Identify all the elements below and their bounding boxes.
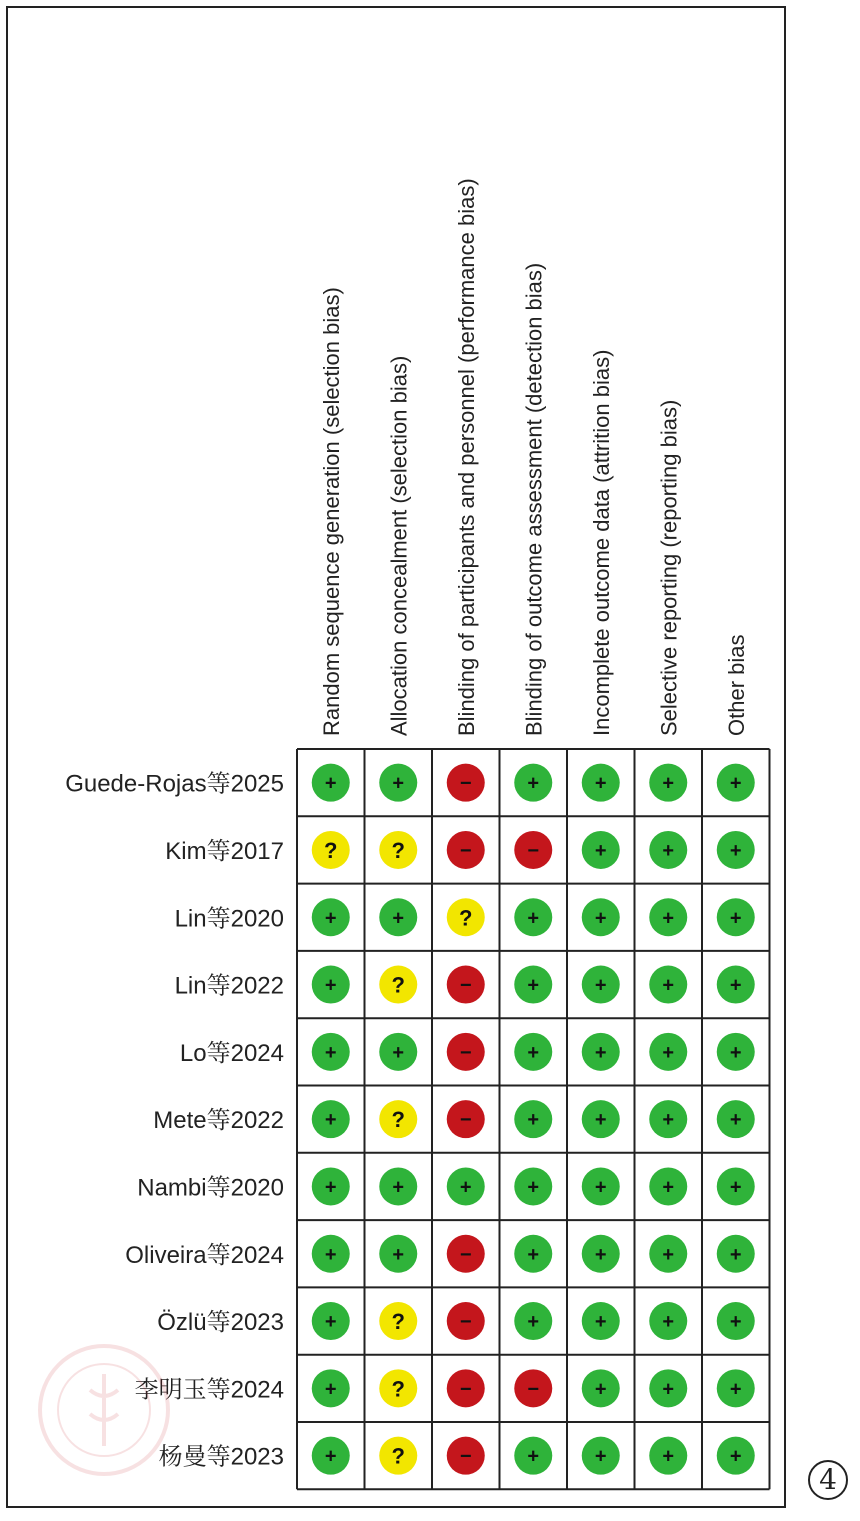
rating-low-mark	[312, 1369, 350, 1407]
rating-unclear-mark	[379, 1100, 417, 1138]
rating-symbol: −	[527, 839, 540, 862]
rating-symbol: +	[594, 1445, 607, 1468]
study-label: 杨曼等2023	[158, 1443, 284, 1471]
rating-symbol: +	[527, 974, 540, 997]
rating-symbol: +	[527, 1176, 540, 1199]
study-label: Mete等2022	[153, 1107, 284, 1135]
rating-symbol: +	[729, 1311, 742, 1334]
rating-symbol: +	[662, 1378, 675, 1401]
study-label: Lin等2022	[174, 972, 284, 1000]
rating-symbol: +	[662, 1445, 675, 1468]
rating-unclear-mark	[312, 831, 350, 869]
rating-symbol: +	[594, 1041, 607, 1064]
rating-symbol: +	[662, 1041, 675, 1064]
rating-symbol: +	[729, 1243, 742, 1266]
column-label: Other bias	[723, 634, 749, 736]
risk-of-bias-summary-chart	[8, 8, 788, 1510]
rating-high-mark	[447, 764, 485, 802]
rating-symbol: +	[662, 907, 675, 930]
rating-low-mark	[649, 1167, 687, 1205]
rating-low-mark	[312, 1235, 350, 1273]
rating-high-mark	[514, 831, 552, 869]
rating-low-mark	[312, 1302, 350, 1340]
rating-low-mark	[717, 1302, 755, 1340]
column-labels	[319, 178, 749, 736]
rating-low-mark	[717, 831, 755, 869]
rating-symbol: +	[729, 974, 742, 997]
figure-number-badge: 4	[808, 1460, 848, 1500]
rating-symbol: +	[324, 1378, 337, 1401]
study-label: Özlü等2023	[157, 1309, 284, 1337]
rating-low-mark	[312, 1100, 350, 1138]
rating-symbol: ?	[391, 1376, 405, 1402]
rating-symbol: +	[324, 1176, 337, 1199]
rating-symbol: −	[527, 1378, 540, 1401]
rating-symbol: +	[594, 772, 607, 795]
rating-symbol: +	[324, 772, 337, 795]
rating-symbol: +	[324, 1041, 337, 1064]
rating-low-mark	[582, 1167, 620, 1205]
rating-symbol: −	[459, 1378, 472, 1401]
rating-symbol: +	[324, 1445, 337, 1468]
rating-symbol: +	[594, 907, 607, 930]
rating-unclear-mark	[379, 1369, 417, 1407]
rating-low-mark	[312, 1033, 350, 1071]
rating-unclear-mark	[379, 831, 417, 869]
rating-high-mark	[447, 1235, 485, 1273]
rating-low-mark	[649, 1100, 687, 1138]
rating-symbol: +	[527, 1311, 540, 1334]
rating-low-mark	[649, 1033, 687, 1071]
rating-symbol: +	[662, 839, 675, 862]
rating-symbol: +	[324, 907, 337, 930]
rating-low-mark	[582, 764, 620, 802]
rating-low-mark	[514, 898, 552, 936]
column-label: Blinding of outcome assessment (detection bias)	[521, 262, 547, 736]
rating-low-mark	[717, 898, 755, 936]
rating-symbol: +	[662, 1109, 675, 1132]
rating-symbol: ?	[391, 1443, 405, 1469]
study-label: Nambi等2020	[137, 1174, 284, 1202]
study-label: Lin等2020	[174, 905, 284, 933]
rating-symbol: +	[594, 1243, 607, 1266]
rating-low-mark	[582, 1235, 620, 1273]
rating-symbol: +	[729, 839, 742, 862]
rating-high-mark	[447, 966, 485, 1004]
rating-symbol: +	[729, 1041, 742, 1064]
rating-symbol: +	[662, 772, 675, 795]
rating-symbol: +	[729, 1445, 742, 1468]
rating-low-mark	[379, 898, 417, 936]
rating-low-mark	[514, 966, 552, 1004]
rating-symbol: +	[324, 1109, 337, 1132]
rating-symbol: +	[729, 772, 742, 795]
rating-symbol: +	[729, 907, 742, 930]
column-label: Blinding of participants and personnel (performance bias)	[453, 178, 479, 736]
rating-low-mark	[582, 1437, 620, 1475]
rating-low-mark	[447, 1167, 485, 1205]
rating-low-mark	[379, 1033, 417, 1071]
rating-symbol: +	[324, 974, 337, 997]
rating-symbol: ?	[391, 972, 405, 998]
rating-symbol: +	[662, 974, 675, 997]
rating-symbol: +	[594, 839, 607, 862]
rating-symbol: −	[459, 1311, 472, 1334]
rating-low-mark	[379, 1167, 417, 1205]
rating-symbol: +	[729, 1378, 742, 1401]
study-label: Guede-Rojas等2025	[65, 770, 284, 798]
rating-symbol: ?	[459, 905, 473, 931]
rating-symbol: +	[392, 1243, 405, 1266]
rating-symbol: +	[662, 1243, 675, 1266]
rating-low-mark	[649, 1235, 687, 1273]
rating-unclear-mark	[447, 898, 485, 936]
column-label: Incomplete outcome data (attrition bias)	[588, 349, 614, 736]
rating-low-mark	[649, 966, 687, 1004]
rating-symbol: ?	[391, 837, 405, 863]
rating-symbol: +	[662, 1311, 675, 1334]
rating-symbol: −	[459, 974, 472, 997]
rating-symbol: +	[527, 1109, 540, 1132]
rating-symbol: +	[527, 1041, 540, 1064]
rating-low-mark	[649, 1369, 687, 1407]
rating-symbol: +	[324, 1311, 337, 1334]
rating-symbol: +	[527, 1243, 540, 1266]
figure-frame	[6, 6, 786, 1508]
rating-symbol: +	[527, 1445, 540, 1468]
rating-low-mark	[582, 1100, 620, 1138]
rating-low-mark	[717, 764, 755, 802]
rating-low-mark	[312, 898, 350, 936]
rating-symbol: ?	[324, 837, 338, 863]
rating-symbol: +	[392, 1041, 405, 1064]
rating-symbol: +	[594, 1176, 607, 1199]
rating-symbol: +	[594, 1378, 607, 1401]
rating-symbol: +	[392, 1176, 405, 1199]
rating-low-mark	[514, 1302, 552, 1340]
rating-low-mark	[514, 764, 552, 802]
rating-low-mark	[649, 898, 687, 936]
rating-symbol: −	[459, 839, 472, 862]
rating-low-mark	[649, 764, 687, 802]
rating-low-mark	[582, 898, 620, 936]
rating-low-mark	[514, 1100, 552, 1138]
rating-low-mark	[717, 1167, 755, 1205]
rating-low-mark	[717, 1369, 755, 1407]
rating-symbol: +	[729, 1176, 742, 1199]
rating-high-mark	[447, 831, 485, 869]
rating-symbol: −	[459, 1109, 472, 1132]
rating-unclear-mark	[379, 966, 417, 1004]
rating-high-mark	[447, 1369, 485, 1407]
rating-low-mark	[582, 831, 620, 869]
rating-high-mark	[447, 1302, 485, 1340]
rating-symbol: ?	[391, 1309, 405, 1335]
rating-cells	[312, 764, 755, 1475]
rating-low-mark	[717, 1235, 755, 1273]
rating-low-mark	[514, 1235, 552, 1273]
column-label: Allocation concealment (selection bias)	[386, 355, 412, 736]
rating-low-mark	[717, 1100, 755, 1138]
rating-low-mark	[582, 1302, 620, 1340]
rating-unclear-mark	[379, 1437, 417, 1475]
rating-symbol: +	[594, 1311, 607, 1334]
study-label: Kim等2017	[165, 837, 284, 865]
rating-high-mark	[447, 1100, 485, 1138]
rating-symbol: +	[392, 907, 405, 930]
study-label: 李明玉等2024	[134, 1376, 284, 1404]
rating-symbol: +	[392, 772, 405, 795]
rating-low-mark	[649, 1302, 687, 1340]
rating-symbol: +	[527, 907, 540, 930]
rating-low-mark	[649, 831, 687, 869]
rating-low-mark	[649, 1437, 687, 1475]
column-label: Selective reporting (reporting bias)	[656, 399, 682, 736]
rating-low-mark	[379, 1235, 417, 1273]
rating-low-mark	[582, 966, 620, 1004]
rating-low-mark	[514, 1033, 552, 1071]
rating-symbol: +	[527, 772, 540, 795]
rating-symbol: −	[459, 1243, 472, 1266]
rating-low-mark	[717, 966, 755, 1004]
rating-high-mark	[514, 1369, 552, 1407]
rating-symbol: ?	[391, 1107, 405, 1133]
rating-low-mark	[717, 1437, 755, 1475]
rating-low-mark	[379, 764, 417, 802]
rating-low-mark	[717, 1033, 755, 1071]
column-label: Random sequence generation (selection bias)	[318, 287, 344, 736]
rating-symbol: −	[459, 1445, 472, 1468]
rating-symbol: −	[459, 772, 472, 795]
rating-low-mark	[312, 1167, 350, 1205]
study-label: Oliveira等2024	[125, 1241, 284, 1269]
watermark-seal	[34, 1340, 174, 1480]
rating-high-mark	[447, 1033, 485, 1071]
rating-symbol: +	[729, 1109, 742, 1132]
study-label: Lo等2024	[179, 1039, 284, 1067]
rating-low-mark	[312, 966, 350, 1004]
rating-low-mark	[312, 1437, 350, 1475]
rating-unclear-mark	[379, 1302, 417, 1340]
rating-symbol: +	[594, 1109, 607, 1132]
rating-symbol: +	[662, 1176, 675, 1199]
rating-symbol: +	[324, 1243, 337, 1266]
rating-symbol: +	[459, 1176, 472, 1199]
rating-low-mark	[582, 1033, 620, 1071]
rating-low-mark	[514, 1437, 552, 1475]
rating-low-mark	[312, 764, 350, 802]
rating-low-mark	[514, 1167, 552, 1205]
rating-high-mark	[447, 1437, 485, 1475]
rating-symbol: +	[594, 974, 607, 997]
rating-low-mark	[582, 1369, 620, 1407]
rating-symbol: −	[459, 1041, 472, 1064]
